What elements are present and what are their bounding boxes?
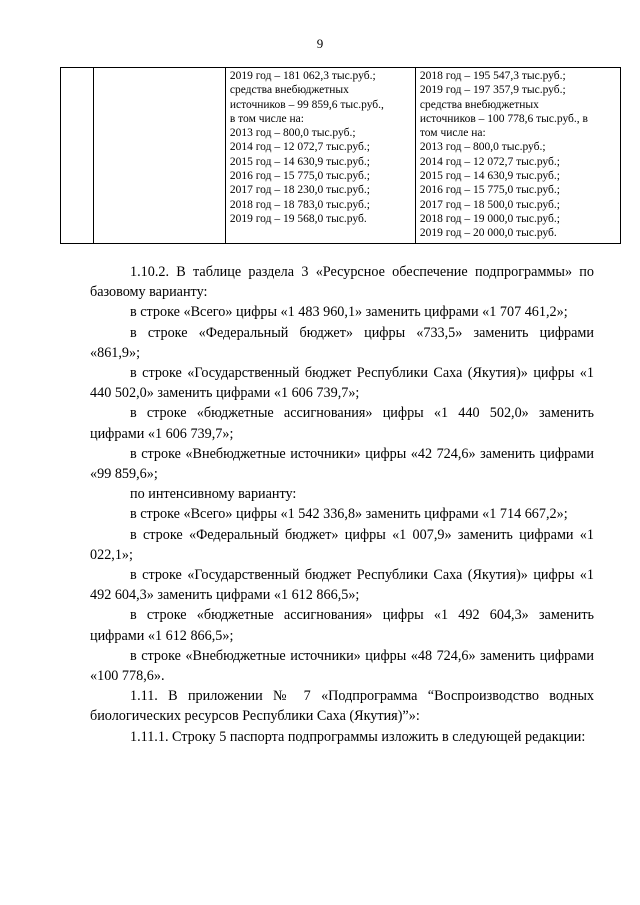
funding-line: 2016 год – 15 775,0 тыс.руб.; [229, 170, 370, 183]
funding-line: 2018 год – 195 547,3 тыс.руб.; [419, 70, 566, 82]
table-cell-new-funding [415, 68, 620, 244]
funding-line: 2019 год – 20 000,0 тыс.руб. [419, 227, 557, 240]
table-cell-current-funding [225, 68, 415, 244]
funding-line: 2017 год – 18 230,0 тыс.руб.; [229, 184, 370, 197]
funding-line: 2018 год – 19 000,0 тыс.руб.; [419, 212, 560, 225]
paragraph-intensive-federal: в строке «Федеральный бюджет» цифры «1 007,9» заменить цифрами «1 022,1»; [90, 526, 594, 563]
funding-line: в том числе на: [229, 112, 304, 125]
funding-line: 2016 год – 15 775,0 тыс.руб.; [419, 184, 560, 197]
table-row [61, 68, 621, 244]
table-cell-number [61, 68, 94, 244]
paragraph-basic-federal: в строке «Федеральный бюджет» цифры «733,5» заменить цифрами «861,9»; [90, 324, 594, 361]
paragraph-intensive-total: в строке «Всего» цифры «1 542 336,8» заменить цифрами «1 714 667,2»; [130, 506, 568, 523]
funding-line: средства внебюджетных [419, 98, 539, 111]
funding-line: 2019 год – 181 062,3 тыс.руб.; [229, 70, 376, 82]
funding-line: 2013 год – 800,0 тыс.руб.; [229, 127, 356, 140]
paragraph-basic-allocations: в строке «бюджетные ассигнования» цифры «1 440 502,0» заменить цифрами «1 606 739,7»; [90, 405, 594, 442]
funding-line: 2018 год – 18 783,0 тыс.руб.; [229, 198, 370, 211]
paragraph-basic-state-budget: в строке «Государственный бюджет Республики Саха (Якутия)» цифры «1 440 502,0» заменить цифрами «1 606 739,7»; [90, 365, 594, 402]
funding-line: том числе на: [419, 127, 486, 140]
document-body [90, 262, 594, 747]
funding-line: 2015 год – 14 630,9 тыс.руб.; [229, 155, 370, 168]
passport-table-continuation [60, 67, 621, 244]
funding-line: 2013 год – 800,0 тыс.руб.; [419, 141, 546, 154]
funding-line: источников – 99 859,6 тыс.руб., [229, 98, 384, 111]
funding-line: средства внебюджетных [229, 84, 349, 97]
paragraph-intensive-heading: по интенсивному варианту: [130, 486, 297, 503]
funding-line: источников – 100 778,6 тыс.руб., в [419, 112, 588, 125]
page-number: 9 [316, 36, 324, 51]
paragraph-basic-extrabudgetary: в строке «Внебюджетные источники» цифры «42 724,6» заменить цифрами «99 859,6»; [90, 445, 594, 483]
paragraph-intensive-state-budget: в строке «Государственный бюджет Республики Саха (Якутия)» цифры «1 492 604,3» заменить цифрами «1 612 866,5»; [90, 567, 594, 604]
funding-line: 2014 год – 12 072,7 тыс.руб.; [229, 141, 370, 154]
paragraph-section-1-11: 1.11. В приложении № 7 «Подпрограмма “Воспроизводство водных биологических ресурсов Республики Саха (Якутия)”»: [90, 688, 594, 725]
paragraph-section-1-11-1: 1.11.1. Строку 5 паспорта подпрограммы изложить в следующей редакции: [130, 728, 586, 745]
paragraph-basic-total: в строке «Всего» цифры «1 483 960,1» заменить цифрами «1 707 461,2»; [130, 304, 568, 321]
funding-line: 2019 год – 19 568,0 тыс.руб. [229, 212, 367, 225]
funding-line: 2017 год – 18 500,0 тыс.руб.; [419, 198, 560, 211]
table-cell-label [94, 68, 226, 244]
paragraph-intensive-allocations: в строке «бюджетные ассигнования» цифры «1 492 604,3» заменить цифрами «1 612 866,5»; [90, 607, 594, 644]
paragraph-section-1-10-2: 1.10.2. В таблице раздела 3 «Ресурсное обеспечение подпрограммы» по базовому варианту: [90, 264, 594, 301]
funding-line: 2015 год – 14 630,9 тыс.руб.; [419, 170, 560, 183]
funding-line: 2019 год – 197 357,9 тыс.руб.; [419, 84, 566, 97]
funding-line: 2014 год – 12 072,7 тыс.руб.; [419, 155, 560, 168]
paragraph-intensive-extrabudgetary: в строке «Внебюджетные источники» цифры «48 724,6» заменить цифрами «100 778,6». [90, 647, 594, 685]
